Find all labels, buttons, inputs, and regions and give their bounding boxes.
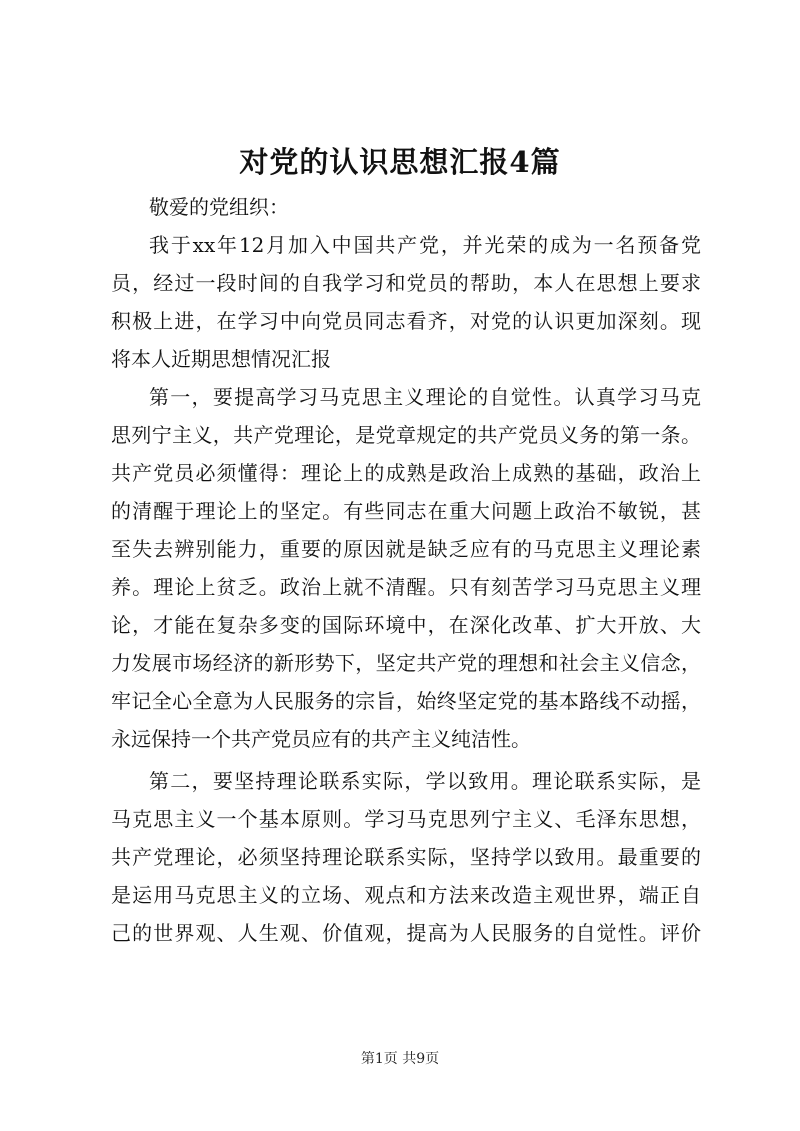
- page-number-footer: 第1页 共9页: [360, 1051, 440, 1067]
- paragraph-line: 马克思主义一个基本原则。学习马克思列宁主义、毛泽东思想，: [111, 807, 701, 831]
- salutation: 敬爱的党组织：: [149, 195, 289, 219]
- paragraph-line: 养。理论上贫乏。政治上就不清醒。只有刻苦学习马克思主义理: [111, 575, 701, 599]
- paragraph-line: 积极上进，在学习中向党员同志看齐，对党的认识更加深刻。现: [111, 309, 701, 333]
- paragraph-line: 员，经过一段时间的自我学习和党员的帮助，本人在思想上要求: [111, 271, 701, 295]
- paragraph-line: 共产党员必须懂得：理论上的成熟是政治上成熟的基础，政治上: [111, 461, 701, 485]
- document-title: 对党的认识思想汇报4篇: [239, 145, 561, 179]
- paragraph-3: [111, 762, 701, 952]
- paragraph-line: 牢记全心全意为人民服务的宗旨，始终坚定党的基本路线不动摇，: [111, 689, 701, 713]
- paragraph-1: [111, 226, 701, 378]
- paragraph-line: 己的世界观、人生观、价值观，提高为人民服务的自觉性。评价: [111, 921, 701, 945]
- paragraph-line: 永远保持一个共产党员应有的共产主义纯洁性。: [111, 727, 531, 751]
- paragraph-line: 共产党理论，必须坚持理论联系实际，坚持学以致用。最重要的: [111, 845, 701, 869]
- paragraph-line: 至失去辨别能力，重要的原因就是缺乏应有的马克思主义理论素: [111, 537, 701, 561]
- paragraph-line: 我于xx年12月加入中国共产党，并光荣的成为一名预备党: [149, 233, 701, 257]
- paragraph-line: 第二，要坚持理论联系实际，学以致用。理论联系实际，是: [149, 769, 701, 793]
- paragraph-line: 的清醒于理论上的坚定。有些同志在重大问题上政治不敏锐，甚: [111, 499, 701, 523]
- paragraph-line: 论，才能在复杂多变的国际环境中，在深化改革、扩大开放、大: [111, 613, 701, 637]
- document-body: [111, 188, 701, 952]
- paragraph-line: 第一，要提高学习马克思主义理论的自觉性。认真学习马克: [149, 385, 701, 409]
- paragraph-line: 力发展市场经济的新形势下，坚定共产党的理想和社会主义信念，: [111, 651, 701, 675]
- paragraph-line: 是运用马克思主义的立场、观点和方法来改造主观世界，端正自: [111, 883, 701, 907]
- paragraph-2: [111, 378, 701, 758]
- paragraph-line: 将本人近期思想情况汇报: [111, 347, 331, 371]
- paragraph-line: 思列宁主义，共产党理论，是党章规定的共产党员义务的第一条。: [111, 423, 701, 447]
